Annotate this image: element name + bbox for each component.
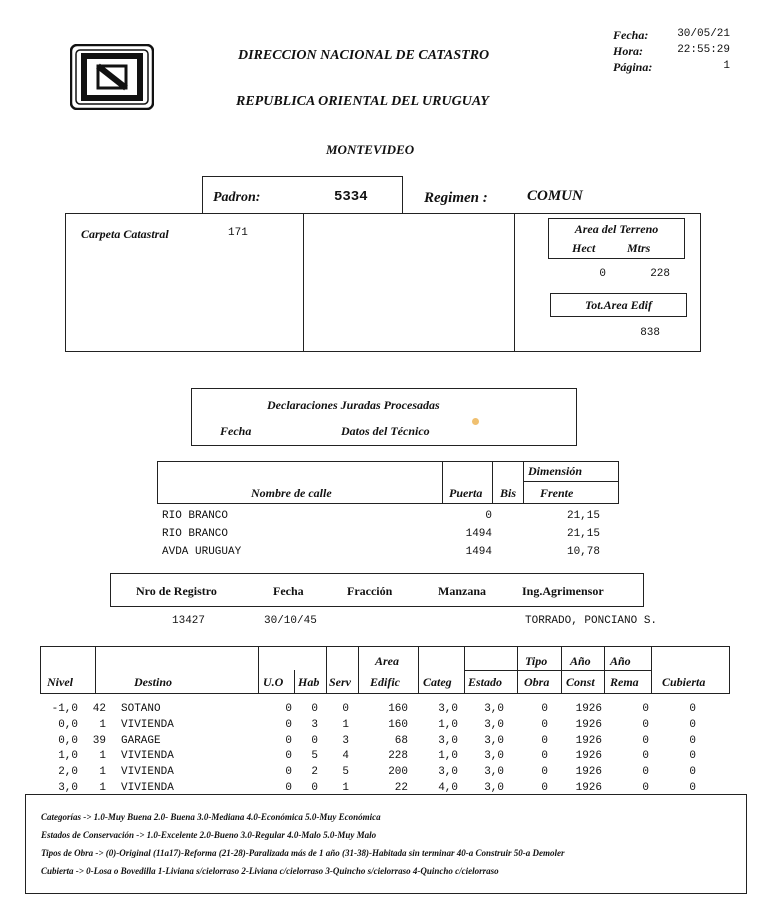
- pagina-label: Página:: [613, 60, 653, 74]
- table-row: [0, 719, 772, 733]
- mtrs-label: Mtrs: [627, 241, 651, 255]
- edif-destino: VIVIENDA: [121, 782, 174, 794]
- edif-divider: [358, 646, 359, 694]
- frente-label: Frente: [540, 486, 574, 500]
- edif-cod: 1: [99, 750, 106, 763]
- carpeta-divider: [303, 213, 304, 352]
- catastro-logo: [70, 44, 154, 110]
- anio-header: Año: [570, 654, 591, 668]
- carpeta-label: Carpeta Catastral: [81, 227, 169, 241]
- regimen-label: Regimen :: [424, 190, 488, 206]
- edif-destino: VIVIENDA: [121, 750, 174, 763]
- edif-tipo: 0: [541, 734, 548, 747]
- edif-serv: 0: [342, 703, 349, 715]
- manzana-label: Manzana: [438, 584, 486, 598]
- edif-hab: 5: [311, 750, 318, 763]
- edif-area: 228: [388, 750, 408, 763]
- edif-serv: 5: [342, 766, 349, 779]
- edif-estado: 3,0: [484, 703, 504, 715]
- mtrs-value: 228: [650, 268, 670, 280]
- edif-hab: 2: [311, 766, 318, 779]
- dimension-label: Dimensión: [528, 464, 583, 478]
- carpeta-value: 171: [228, 227, 248, 239]
- calle-nombre: RIO BRANCO: [162, 510, 229, 522]
- hect-label: Hect: [572, 241, 596, 255]
- edif-anio: 1926: [575, 782, 602, 794]
- legend-box: [25, 794, 747, 894]
- rema-header: Rema: [610, 675, 639, 689]
- edif-rema: 0: [642, 766, 649, 779]
- edif-divider: [418, 646, 419, 694]
- calle-puerta: 1494: [465, 528, 492, 540]
- table-row: [0, 528, 772, 542]
- department-name: MONTEVIDEO: [326, 142, 415, 157]
- declaraciones-title: Declaraciones Juradas Procesadas: [267, 398, 440, 412]
- hora-label: Hora:: [613, 44, 643, 58]
- edif-tipo: 0: [541, 718, 548, 731]
- edif-serv: 3: [342, 734, 349, 747]
- edif-categ: 3,0: [438, 703, 458, 715]
- edif-categ: 3,0: [438, 766, 458, 779]
- calles-divider-1: [442, 461, 443, 504]
- calles-divider-2: [492, 461, 493, 504]
- categ-header: Categ: [423, 675, 452, 689]
- uo-header: U.O: [263, 675, 284, 689]
- page-title: DIRECCION NACIONAL DE CATASTRO: [238, 48, 490, 63]
- edif-hab: 3: [311, 718, 318, 731]
- cubierta-header: Cubierta: [662, 675, 706, 689]
- edif-cubierta: 0: [689, 718, 696, 731]
- edif-nivel: 3,0: [58, 782, 78, 794]
- table-row: [0, 703, 772, 717]
- agrimensor-value: TORRADO, PONCIANO S.: [525, 615, 658, 627]
- edif-categ: 3,0: [438, 734, 458, 747]
- table-row: [0, 735, 772, 749]
- edif-uo: 0: [285, 718, 292, 731]
- edif-destino: VIVIENDA: [121, 766, 174, 779]
- edif-rema: 0: [642, 718, 649, 731]
- fecha-value: 30/05/21: [677, 28, 730, 40]
- edif-uo: 0: [285, 750, 292, 763]
- pagina-value: 1: [723, 60, 730, 72]
- legend-cubierta: Cubierta -> 0-Losa o Bovedilla 1-Liviana s/cielorraso 2-Liviana c/cielorraso 3-Quincho s/cielorraso 4-Quincho c/cielorraso: [41, 866, 499, 876]
- edif-anio: 1926: [575, 766, 602, 779]
- edif-uo: 0: [285, 703, 292, 715]
- estado-header: Estado: [468, 675, 503, 689]
- edif-area: 160: [388, 703, 408, 715]
- edif-destino: SOTANO: [121, 703, 161, 715]
- edif-rema: 0: [642, 703, 649, 715]
- hect-value: 0: [599, 268, 606, 280]
- puerta-label: Puerta: [449, 486, 483, 500]
- edif-rema: 0: [642, 750, 649, 763]
- table-row: [0, 750, 772, 764]
- calle-puerta: 0: [485, 510, 492, 522]
- padron-value: 5334: [334, 189, 368, 205]
- edif-cubierta: 0: [689, 750, 696, 763]
- edif-cubierta: 0: [689, 703, 696, 715]
- edif-hab: 0: [311, 782, 318, 794]
- edif-anio: 1926: [575, 734, 602, 747]
- nro-registro-label: Nro de Registro: [136, 584, 217, 598]
- edif-tipo: 0: [541, 703, 548, 715]
- tot-area-value: 838: [640, 327, 660, 339]
- area-divider: [514, 213, 515, 352]
- edif-uo: 0: [285, 766, 292, 779]
- edif-estado: 3,0: [484, 782, 504, 794]
- edif-divider: [651, 646, 652, 694]
- edif-area: 22: [394, 782, 408, 794]
- calle-frente: 21,15: [566, 528, 600, 540]
- fraccion-label: Fracción: [347, 584, 393, 598]
- edif-nivel: 2,0: [58, 766, 78, 779]
- edif-categ: 4,0: [438, 782, 458, 794]
- calle-nombre: AVDA URUGUAY: [162, 546, 242, 558]
- edif-cubierta: 0: [689, 734, 696, 747]
- declaraciones-tecnico-label: Datos del Técnico: [341, 424, 430, 438]
- edif-cubierta: 0: [689, 766, 696, 779]
- edif-cod: 1: [99, 766, 106, 779]
- nombre-calle-label: Nombre de calle: [251, 486, 332, 500]
- edif-estado: 3,0: [484, 734, 504, 747]
- dimension-divider: [523, 481, 619, 482]
- edif-serv: 1: [342, 718, 349, 731]
- edif-divider: [258, 646, 259, 694]
- edif-tipo: 0: [541, 750, 548, 763]
- edif-estado: 3,0: [484, 750, 504, 763]
- registro-fecha-label: Fecha: [273, 584, 304, 598]
- edif-rema: 0: [642, 782, 649, 794]
- padron-label: Padron:: [213, 190, 261, 205]
- table-row: [0, 546, 772, 560]
- regimen-value: COMUN: [527, 188, 583, 204]
- edif-divider: [95, 646, 96, 694]
- edif-destino: VIVIENDA: [121, 718, 174, 731]
- edif-divider: [294, 670, 295, 694]
- tipo-header: Tipo: [525, 654, 548, 668]
- edif-tipo: 0: [541, 782, 548, 794]
- edif-uo: 0: [285, 782, 292, 794]
- edif-hab: 0: [311, 703, 318, 715]
- serv-header: Serv: [329, 675, 351, 689]
- legend-categorias: Categorías -> 1.0-Muy Buena 2.0- Buena 3.0-Mediana 4.0-Económica 5.0-Muy Económica: [41, 812, 381, 822]
- hora-value: 22:55:29: [677, 44, 730, 56]
- edif-serv: 1: [342, 782, 349, 794]
- bis-label: Bis: [500, 486, 517, 500]
- edif-subheader-line: [464, 670, 651, 671]
- fecha-label: Fecha:: [613, 28, 649, 42]
- edif-cod: 42: [92, 703, 106, 715]
- legend-estados: Estados de Conservación -> 1.0-Excelente 2.0-Bueno 3.0-Regular 4.0-Malo 5.0-Muy Malo: [41, 830, 377, 840]
- registro-fecha-value: 30/10/45: [264, 615, 317, 627]
- hab-header: Hab: [298, 675, 320, 689]
- edif-hab: 0: [311, 734, 318, 747]
- calle-frente: 10,78: [566, 546, 600, 558]
- area-header: Area: [375, 654, 399, 668]
- nro-registro-value: 13427: [172, 615, 206, 627]
- edific-header: Edific: [370, 675, 400, 689]
- edif-area: 200: [388, 766, 408, 779]
- agrimensor-label: Ing.Agrimensor: [522, 584, 604, 598]
- calle-nombre: RIO BRANCO: [162, 528, 229, 540]
- edif-uo: 0: [285, 734, 292, 747]
- edif-nivel: 0,0: [58, 718, 78, 731]
- edif-cod: 1: [99, 718, 106, 731]
- edif-anio: 1926: [575, 750, 602, 763]
- table-row: [0, 510, 772, 524]
- page-subtitle: REPUBLICA ORIENTAL DEL URUGUAY: [236, 94, 489, 109]
- edif-estado: 3,0: [484, 718, 504, 731]
- edif-anio: 1926: [575, 703, 602, 715]
- anio-rema-header: Año: [610, 654, 631, 668]
- edif-nivel: -1,0: [51, 703, 78, 715]
- edif-nivel: 1,0: [58, 750, 78, 763]
- table-row: [0, 766, 772, 780]
- edif-destino: GARAGE: [121, 734, 161, 747]
- edif-categ: 1,0: [438, 718, 458, 731]
- edif-area: 68: [394, 734, 408, 747]
- obra-header: Obra: [524, 675, 550, 689]
- legend-tipos-obra: Tipos de Obra -> (0)-Original (11a17)-Reforma (21-28)-Paralizada más de 1 año (31-38)-Habitada sin terminar 40-a Construir 50-a Demoler: [41, 848, 565, 858]
- edif-tipo: 0: [541, 766, 548, 779]
- edif-anio: 1926: [575, 718, 602, 731]
- edif-divider: [326, 646, 327, 694]
- marker-dot: [472, 418, 479, 425]
- tot-area-label: Tot.Area Edif: [585, 298, 652, 312]
- edif-cod: 39: [92, 734, 106, 747]
- edif-area: 160: [388, 718, 408, 731]
- edif-serv: 4: [342, 750, 349, 763]
- declaraciones-fecha-label: Fecha: [220, 424, 252, 438]
- area-terreno-title: Area del Terreno: [574, 222, 659, 236]
- calle-frente: 21,15: [566, 510, 600, 522]
- edif-cod: 1: [99, 782, 106, 794]
- edif-estado: 3,0: [484, 766, 504, 779]
- edif-cubierta: 0: [689, 782, 696, 794]
- nivel-header: Nivel: [47, 675, 73, 689]
- const-header: Const: [566, 675, 595, 689]
- calle-puerta: 1494: [465, 546, 492, 558]
- edif-nivel: 0,0: [58, 734, 78, 747]
- destino-header: Destino: [134, 675, 173, 689]
- edif-categ: 1,0: [438, 750, 458, 763]
- edif-rema: 0: [642, 734, 649, 747]
